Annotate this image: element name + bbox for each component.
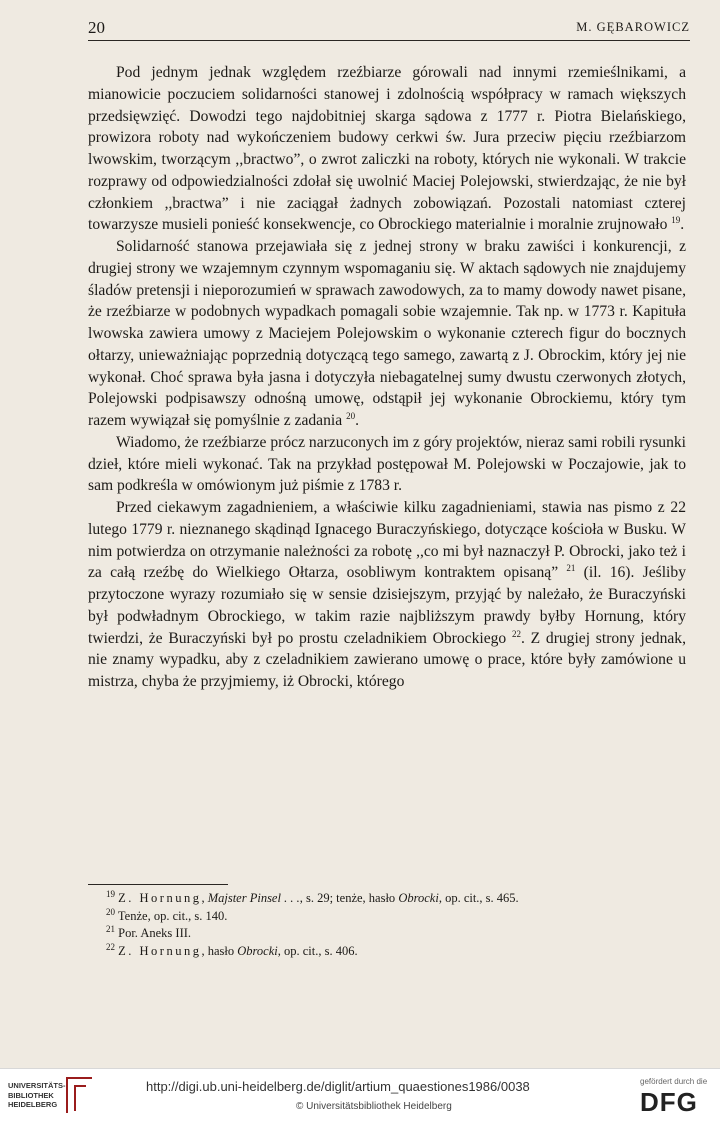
copyright: © Universitätsbibliothek Heidelberg bbox=[296, 1101, 452, 1112]
permalink[interactable]: http://digi.ub.uni-heidelberg.de/diglit/artium_quaestiones1986/0038 bbox=[146, 1079, 530, 1094]
footnote-divider bbox=[88, 884, 228, 885]
footnotes bbox=[106, 890, 696, 960]
footnote-ref[interactable]: 22 bbox=[511, 628, 521, 639]
footnote-ref[interactable]: 20 bbox=[346, 410, 356, 421]
footnote: $^{20}$ Tenże, op. cit., s. 140. bbox=[106, 906, 228, 923]
library-name[interactable]: UNIVERSITÄTS- BIBLIOTHEK HEIDELBERG bbox=[8, 1081, 66, 1109]
page-number: 20 bbox=[88, 18, 105, 37]
body-text bbox=[88, 62, 686, 693]
footnote: $^{21}$ Por. Aneks III. bbox=[106, 923, 192, 940]
running-author: M. GĘBAROWICZ bbox=[576, 20, 690, 34]
funder-label: gefördert durch die bbox=[640, 1077, 708, 1086]
footnote-ref[interactable]: 21 bbox=[566, 563, 576, 574]
library-logo-icon bbox=[66, 1077, 92, 1113]
footnote: $^{22}$ Z. Hornung, hasło Obrocki, op. cit., s. 406. bbox=[106, 941, 358, 958]
footnote: $^{19}$ Z. Hornung, Majster Pinsel . . ., s. 29; tenże, hasło Obrocki, op. cit., s. 465. bbox=[106, 888, 519, 905]
paragraph: Wiadomo, że rzeźbiarze prócz narzuconych im z góry projektów, nieraz sami robili rysunki dzieł, które mieli wykonać. Tak na przykład postępował M. Polejowski w Poczajowie, jak to sam podkreśla w omówionym już piśmie z 1783 r. bbox=[88, 433, 686, 495]
paragraph: Solidarność stanowa przejawiała się z jednej strony w braku zawiści i konkurencji, z drugiej strony we wzajemnym czynnym wspomaganiu się. W aktach sądowych nie znajdujemy śladów pretensji i nieporozumień w sprawach zawodowych, za to mamy dowody nawet pisane, że rzeźbiarze w podobnych wypadkach pomagali sobie wzajemnie. Tak np. w 1773 r. Kapituła lwowska zawiera umowy z Maciejem Polejowskim o wykonanie czterech figur do bocznych ołtarzy, unieważniając poprzednią dotyczącą tego samego, zawartą z J. Obrockim, który jej nie wykonał. Choć sprawa była jasna i dotyczyła niebagatelnej sumy dwustu czerwonych złotych, Polejowski podpisawszy odnośną umowę, odstąpił jej wykonanie Obrockiemu, który tym razem wywiązał się pomyślnie z zadania $^{20}$. bbox=[88, 238, 686, 429]
paragraph: Przed ciekawym zagadnieniem, a właściwie kilku zagadnieniami, stawia nas pismo z 22 lutego 1779 r. nieznanego skądinąd Ignacego Buraczyńskiego, dotyczące kościoła w Busku. W nim potwierdza on otrzymanie należności za robotę ,,co mi był naznaczył P. Obrocki, jako też i za całą rzeźbę do Wielkiego Ołtarza, osobliwym kontraktem opisaną” $^{21}$ (il. 16). Jeśliby przytoczone wyrazy rozumiało się w sensie dzisiejszym, przyjąć by należało, że Buraczyński był podwładnym Obrockiego, w takim razie najbliższym prawdy byłby Hornung, który twierdzi, że Buraczyński był po prostu czeladnikiem Obrockiego $^{22}$. Z drugiej strony jednak, nie znamy wypadku, aby z czeladnikiem zawierano umowę o prace, które były zamówione u mistrza, chyba że przyjmiemy, iż Obrocki, którego bbox=[88, 499, 687, 690]
running-head bbox=[88, 18, 690, 41]
footnote-ref[interactable]: 19 bbox=[671, 215, 681, 226]
dfg-logo[interactable]: DFG bbox=[640, 1087, 698, 1117]
paragraph: Pod jednym jednak względem rzeźbiarze górowali nad innymi rzemieślnikami, a mianowicie poczuciem solidarności stanowej i zdolnością współpracy w ramach większych przedsięwzięć. Dowodzi tego najdobitniej skarga sądowa z 1777 r. Piotra Bielańskiego, prowizora roboty nad wykończeniem budowy cerkwi św. Jura przeciw pięciu rzeźbiarzom lwowskim, tworzącym ,,bractwo”, o zwrot zaliczki na roboty, których nie wykonali. W trakcie rozprawy od odpowiedzialności zdołał się uwolnić Maciej Polejowski, stwierdzając, że nie był członkiem ,,bractwa” i nie zaciągał żadnych zobowiązań. Pozostali natomiast czterej towarzysze musieli ponieść konsekwencje, co Obrockiego materialnie i moralnie zrujnowało $^{19}$. bbox=[88, 64, 686, 234]
footer-bar bbox=[0, 1068, 720, 1122]
